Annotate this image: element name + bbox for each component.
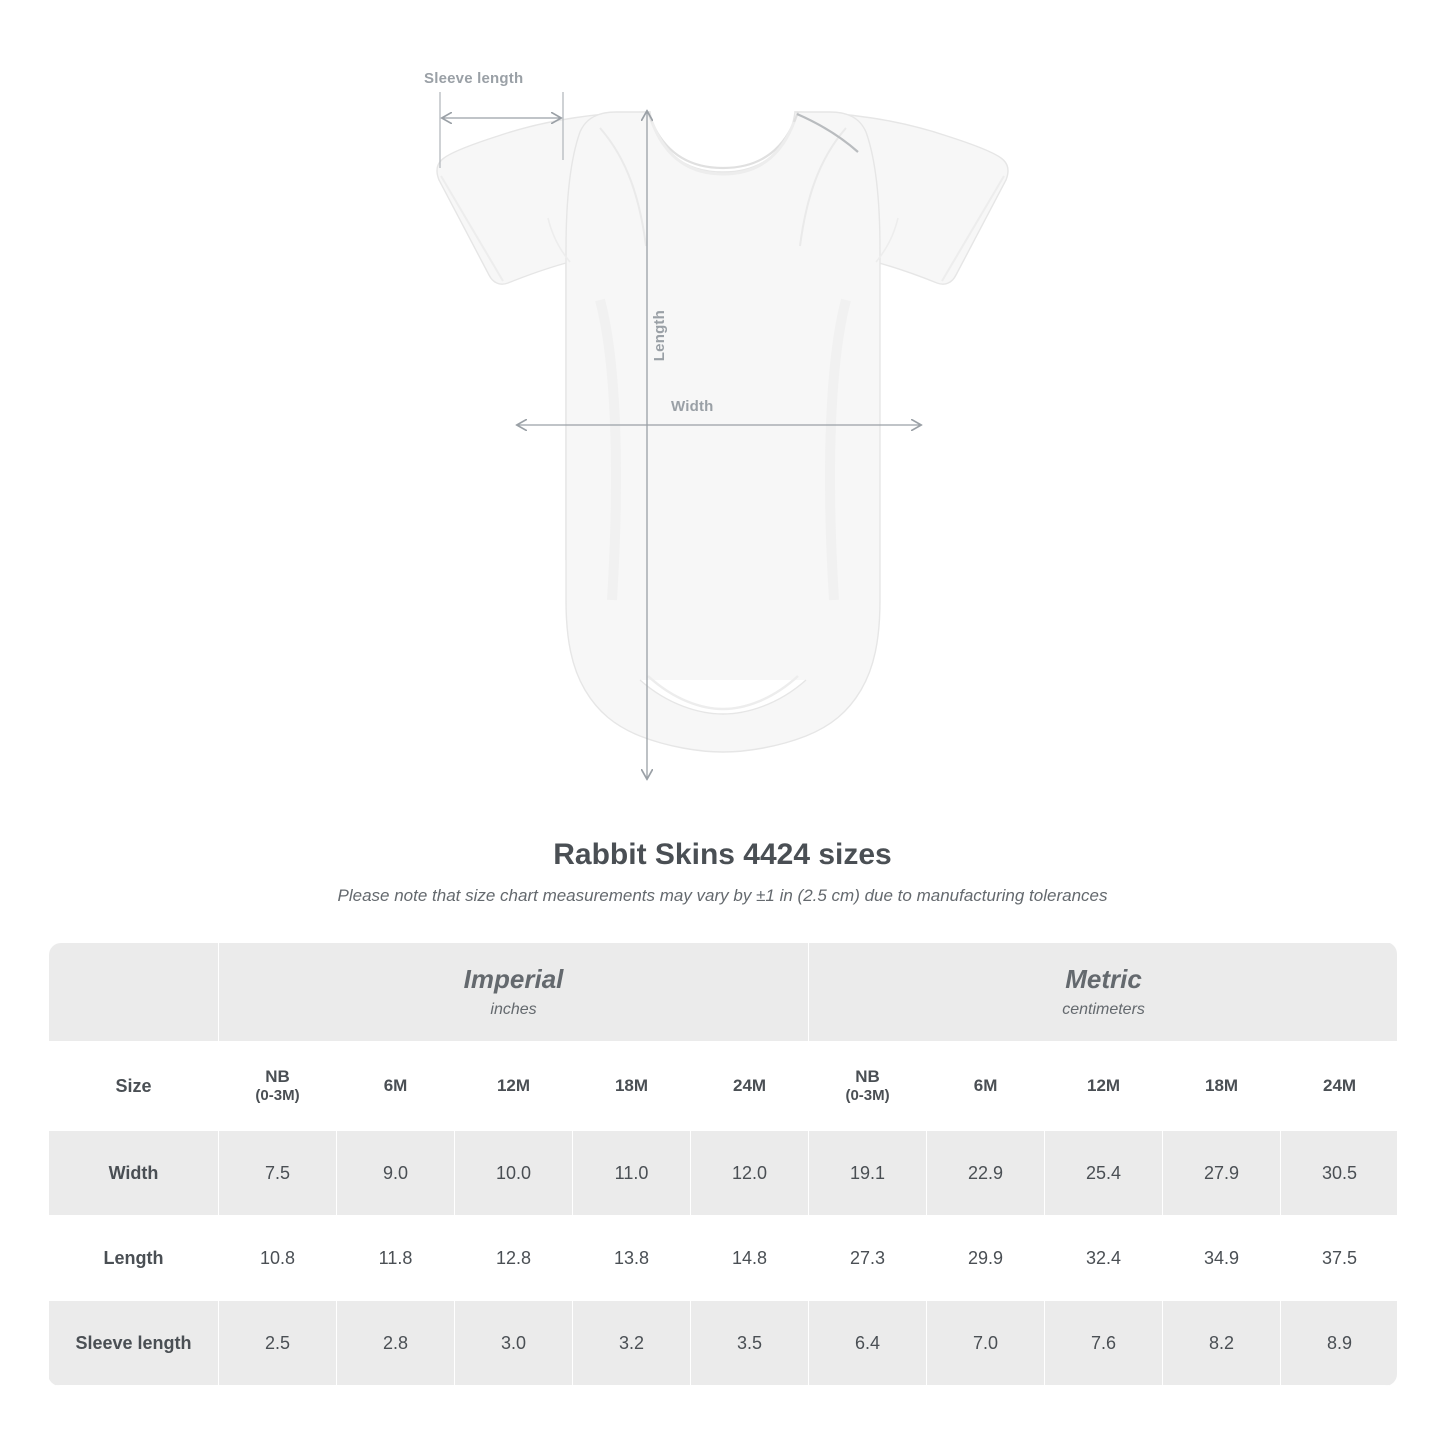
unit-group-imperial	[219, 943, 809, 1042]
cell-length-1: 11.8	[337, 1216, 455, 1301]
col-header-4: 24M	[691, 1042, 809, 1131]
unit-corner-cell	[49, 943, 219, 1042]
cell-width-9: 30.5	[1281, 1131, 1397, 1216]
cell-sleeve-0: 2.5	[219, 1301, 337, 1386]
table-row	[49, 1301, 1398, 1386]
sleeve-length-label: Sleeve length	[424, 70, 524, 87]
cell-sleeve-9: 8.9	[1281, 1301, 1397, 1386]
cell-width-1: 9.0	[337, 1131, 455, 1216]
column-header-row	[49, 1042, 1398, 1131]
cell-length-7: 32.4	[1045, 1216, 1163, 1301]
title-block	[0, 838, 1445, 906]
cell-width-7: 25.4	[1045, 1131, 1163, 1216]
cell-length-2: 12.8	[455, 1216, 573, 1301]
cell-sleeve-7: 7.6	[1045, 1301, 1163, 1386]
unit-imperial-name: Imperial	[463, 964, 564, 995]
cell-sleeve-6: 7.0	[927, 1301, 1045, 1386]
cell-length-5: 27.3	[809, 1216, 927, 1301]
cell-sleeve-2: 3.0	[455, 1301, 573, 1386]
cell-width-3: 11.0	[573, 1131, 691, 1216]
bodysuit-shape	[437, 112, 1008, 752]
size-table-wrapper	[48, 942, 1397, 1386]
cell-length-9: 37.5	[1281, 1216, 1397, 1301]
cell-length-0: 10.8	[219, 1216, 337, 1301]
cell-sleeve-1: 2.8	[337, 1301, 455, 1386]
row-label-width: Width	[49, 1131, 219, 1216]
cell-width-6: 22.9	[927, 1131, 1045, 1216]
cell-sleeve-5: 6.4	[809, 1301, 927, 1386]
cell-length-8: 34.9	[1163, 1216, 1281, 1301]
col-header-0-label: NB	[265, 1067, 290, 1086]
cell-width-4: 12.0	[691, 1131, 809, 1216]
col-header-5-label: NB	[855, 1067, 880, 1086]
unit-group-metric	[809, 943, 1397, 1042]
row-label-length: Length	[49, 1216, 219, 1301]
col-header-6: 6M	[927, 1042, 1045, 1131]
length-label: Length	[651, 310, 668, 362]
col-header-7: 12M	[1045, 1042, 1163, 1131]
cell-length-3: 13.8	[573, 1216, 691, 1301]
cell-sleeve-4: 3.5	[691, 1301, 809, 1386]
col-header-5-sub: (0-3M)	[845, 1087, 890, 1105]
col-header-0-sub: (0-3M)	[255, 1087, 300, 1105]
table-row	[49, 1216, 1398, 1301]
col-header-2: 12M	[455, 1042, 573, 1131]
cell-width-0: 7.5	[219, 1131, 337, 1216]
col-header-3: 18M	[573, 1042, 691, 1131]
cell-width-5: 19.1	[809, 1131, 927, 1216]
unit-metric-name: Metric	[1065, 964, 1142, 995]
col-header-9: 24M	[1281, 1042, 1397, 1131]
cell-width-2: 10.0	[455, 1131, 573, 1216]
unit-group-row	[49, 943, 1398, 1042]
cell-length-4: 14.8	[691, 1216, 809, 1301]
cell-sleeve-3: 3.2	[573, 1301, 691, 1386]
col-header-1: 6M	[337, 1042, 455, 1131]
cell-length-6: 29.9	[927, 1216, 1045, 1301]
col-header-0	[219, 1042, 337, 1131]
cell-width-8: 27.9	[1163, 1131, 1281, 1216]
col-header-8: 18M	[1163, 1042, 1281, 1131]
unit-metric-sub: centimeters	[1062, 1000, 1145, 1018]
cell-sleeve-8: 8.2	[1163, 1301, 1281, 1386]
page-title: Rabbit Skins 4424 sizes	[553, 838, 892, 871]
size-table	[48, 942, 1397, 1386]
col-header-5	[809, 1042, 927, 1131]
tolerance-note: Please note that size chart measurements may vary by ±1 in (2.5 cm) due to manufacturing tolerances	[337, 886, 1108, 905]
unit-imperial-sub: inches	[490, 1000, 537, 1018]
width-label: Width	[671, 398, 714, 415]
row-label-sleeve-length: Sleeve length	[49, 1301, 219, 1386]
table-row	[49, 1131, 1398, 1216]
header-size: Size	[49, 1042, 219, 1131]
